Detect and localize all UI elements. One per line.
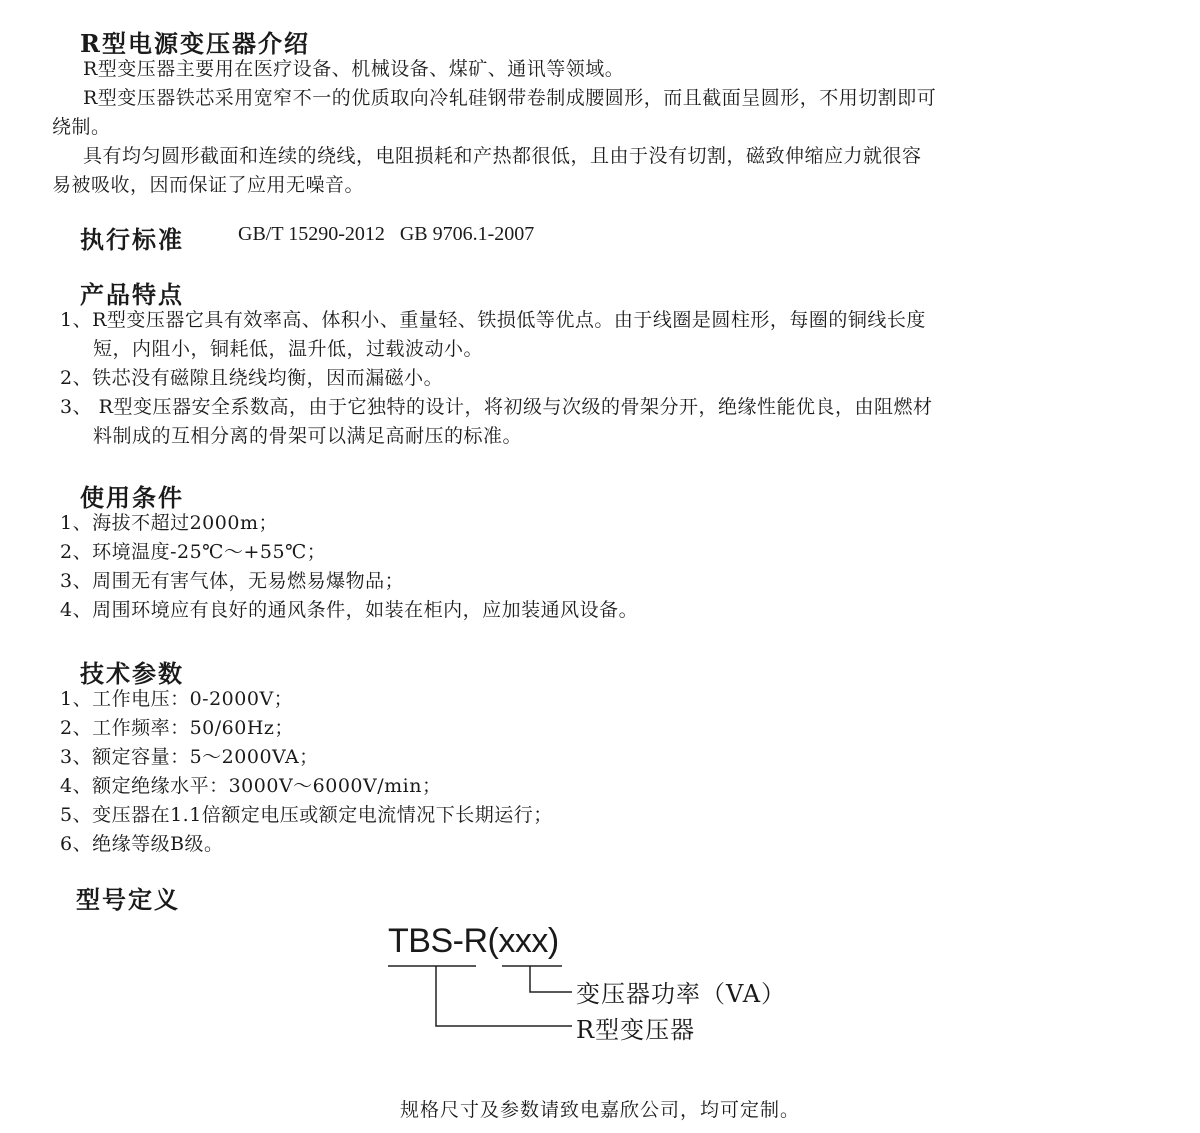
tech-item-4: 4、额定绝缘水平：3000V～6000V/min；	[60, 775, 442, 797]
model-code: TBS-R(xxx)	[388, 922, 559, 960]
features-title: 产品特点	[80, 280, 184, 309]
feature-text-3-line-1: R型变压器安全系数高，由于它独特的设计，将初级与次级的骨架分开，绝缘性能优良，由阻燃材	[92, 396, 933, 418]
intro-paragraph-2-line-1: R型变压器铁芯采用宽窄不一的优质取向冷轧硅钢带卷制成腰圆形，而且截面呈圆形，不用切割即可	[83, 87, 937, 109]
feature-item-2	[60, 364, 932, 393]
feature-item-3	[60, 393, 932, 451]
feature-num-2: 2、	[60, 367, 93, 389]
feature-text-3-line-2: 料制成的互相分离的骨架可以满足高耐压的标准。	[93, 425, 523, 447]
conditions-list	[60, 509, 638, 625]
condition-item-3: 3、周围无有害气体，无易燃易爆物品；	[60, 570, 405, 592]
intro-paragraph-1: R型变压器主要用在医疗设备、机械设备、煤矿、通讯等领域。	[83, 58, 625, 80]
condition-item-4: 4、周围环境应有良好的通风条件，如装在柜内，应加装通风设备。	[60, 599, 639, 621]
model-label-type: R型变压器	[576, 1016, 696, 1044]
footer-note: 规格尺寸及参数请致电嘉欣公司，均可定制。	[399, 1099, 800, 1121]
tech-item-1: 1、工作电压：0-2000V；	[60, 688, 294, 710]
connector-power	[530, 966, 572, 992]
tech-title: 技术参数	[80, 659, 184, 688]
feature-text-1-line-2: 短，内阻小，铜耗低，温升低，过载波动小。	[93, 338, 484, 360]
standard-value: GB/T 15290-2012 GB 9706.1-2007	[238, 223, 535, 245]
feature-item-1	[60, 306, 932, 364]
intro-paragraph-2-line-2: 绕制。	[52, 116, 111, 138]
standard-label: 执行标准	[80, 225, 184, 254]
condition-item-1: 1、海拔不超过2000m；	[60, 512, 278, 534]
tech-item-3: 3、额定容量：5～2000VA；	[60, 746, 319, 768]
feature-num-1: 1、	[60, 309, 93, 331]
model-diagram	[380, 922, 840, 1052]
intro-paragraph-3-line-1: 具有均匀圆形截面和连续的绕线，电阻损耗和产热都很低，且由于没有切割，磁致伸缩应力就很容	[83, 145, 922, 167]
conditions-title: 使用条件	[80, 483, 184, 512]
feature-num-3: 3、	[60, 396, 93, 418]
model-title: 型号定义	[76, 885, 180, 914]
model-label-power: 变压器功率（VA）	[576, 980, 787, 1008]
tech-item-5: 5、变压器在1.1倍额定电压或额定电流情况下长期运行；	[60, 804, 553, 826]
feature-text-2-line-1: 铁芯没有磁隙且绕线均衡，因而漏磁小。	[92, 367, 444, 389]
connector-type	[436, 966, 572, 1026]
intro-paragraph-3-line-2: 易被吸收，因而保证了应用无噪音。	[52, 174, 365, 196]
intro-title: R型电源变压器介绍	[80, 29, 310, 58]
tech-item-2: 2、工作频率：50/60Hz；	[60, 717, 294, 739]
tech-list	[60, 685, 553, 859]
condition-item-2: 2、环境温度-25℃～+55℃；	[60, 541, 327, 563]
tech-item-6: 6、绝缘等级B级。	[60, 833, 224, 855]
feature-text-1-line-1: R型变压器它具有效率高、体积小、重量轻、铁损低等优点。由于线圈是圆柱形，每圈的铜线长度	[92, 309, 926, 331]
features-list	[60, 306, 932, 451]
